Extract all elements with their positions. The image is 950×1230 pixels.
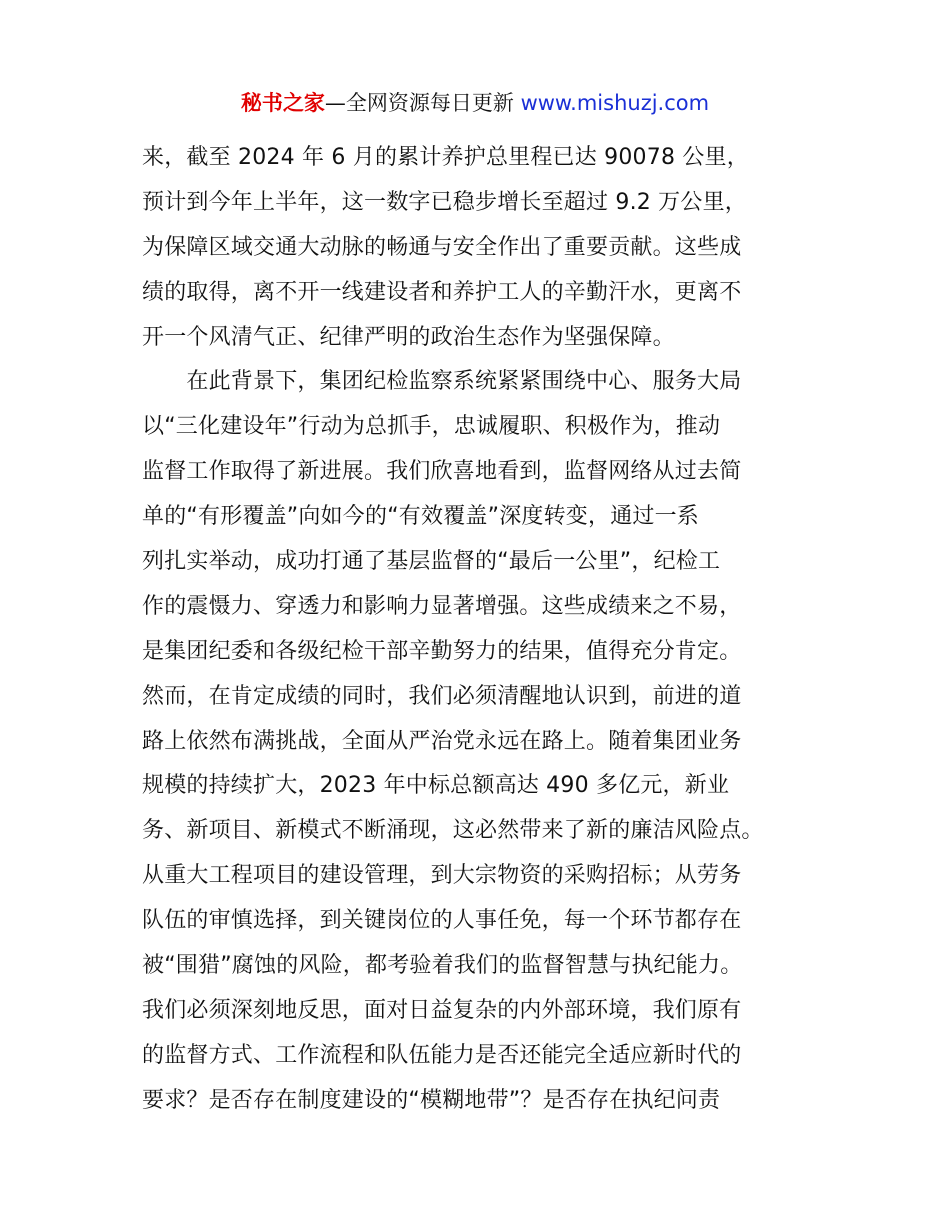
text-line: 单的“有形覆盖”向如今的“有效覆盖”深度转变，通过一系 (142, 504, 699, 530)
text-line: 监督工作取得了新进展。我们欣喜地看到，监督网络从过去简 (142, 459, 742, 485)
text-line: 路上依然布满挑战，全面从严治党永远在路上。随着集团业务 (142, 728, 742, 754)
site-url-link[interactable]: www.mishuzj.com (520, 91, 710, 115)
text-line: 绩的取得，离不开一线建设者和养护工人的辛勤汗水，更离不 (142, 279, 742, 305)
site-header (0, 88, 950, 118)
text-line: 务、新项目、新模式不断涌现，这必然带来了新的廉洁风险点。 (142, 818, 764, 844)
document-body (142, 136, 822, 1124)
text-line: 预计到今年上半年，这一数字已稳步增长至超过 9.2 万公里， (142, 189, 747, 215)
text-line: 为保障区域交通大动脉的畅通与安全作出了重要贡献。这些成 (142, 234, 742, 260)
text-line: 是集团纪委和各级纪检干部辛勤努力的结果，值得充分肯定。 (142, 638, 742, 664)
text-line: 列扎实举动，成功打通了基层监督的“最后一公里”，纪检工 (142, 549, 721, 575)
text-line: 以“三化建设年”行动为总抓手，忠诚履职、积极作为，推动 (142, 414, 721, 440)
text-line: 要求？是否存在制度建设的“模糊地带”？是否存在执纪问责 (142, 1087, 721, 1113)
text-line: 开一个风清气正、纪律严明的政治生态作为坚强保障。 (142, 324, 675, 350)
text-line: 在此背景下，集团纪检监察系统紧紧围绕中心、服务大局 (142, 369, 742, 395)
text-line: 然而，在肯定成绩的同时，我们必须清醒地认识到，前进的道 (142, 683, 742, 709)
site-brand: 秘书之家 (240, 91, 325, 115)
text-line: 规模的持续扩大，2023 年中标总额高达 490 多亿元，新业 (142, 773, 730, 799)
text-line: 从重大工程项目的建设管理，到大宗物资的采购招标；从劳务 (142, 863, 742, 889)
site-tagline: —全网资源每日更新 (324, 91, 521, 115)
text-line: 作的震慑力、穿透力和影响力显著增强。这些成绩来之不易， (142, 593, 742, 619)
text-line: 来，截至 2024 年 6 月的累计养护总里程已达 90078 公里， (142, 145, 749, 170)
text-line: 被“围猎”腐蚀的风险，都考验着我们的监督智慧与执纪能力。 (142, 953, 743, 979)
text-line: 的监督方式、工作流程和队伍能力是否还能完全适应新时代的 (142, 1042, 742, 1068)
text-line: 我们必须深刻地反思，面对日益复杂的内外部环境，我们原有 (142, 997, 742, 1023)
text-line: 队伍的审慎选择，到关键岗位的人事任免，每一个环节都存在 (142, 908, 742, 934)
